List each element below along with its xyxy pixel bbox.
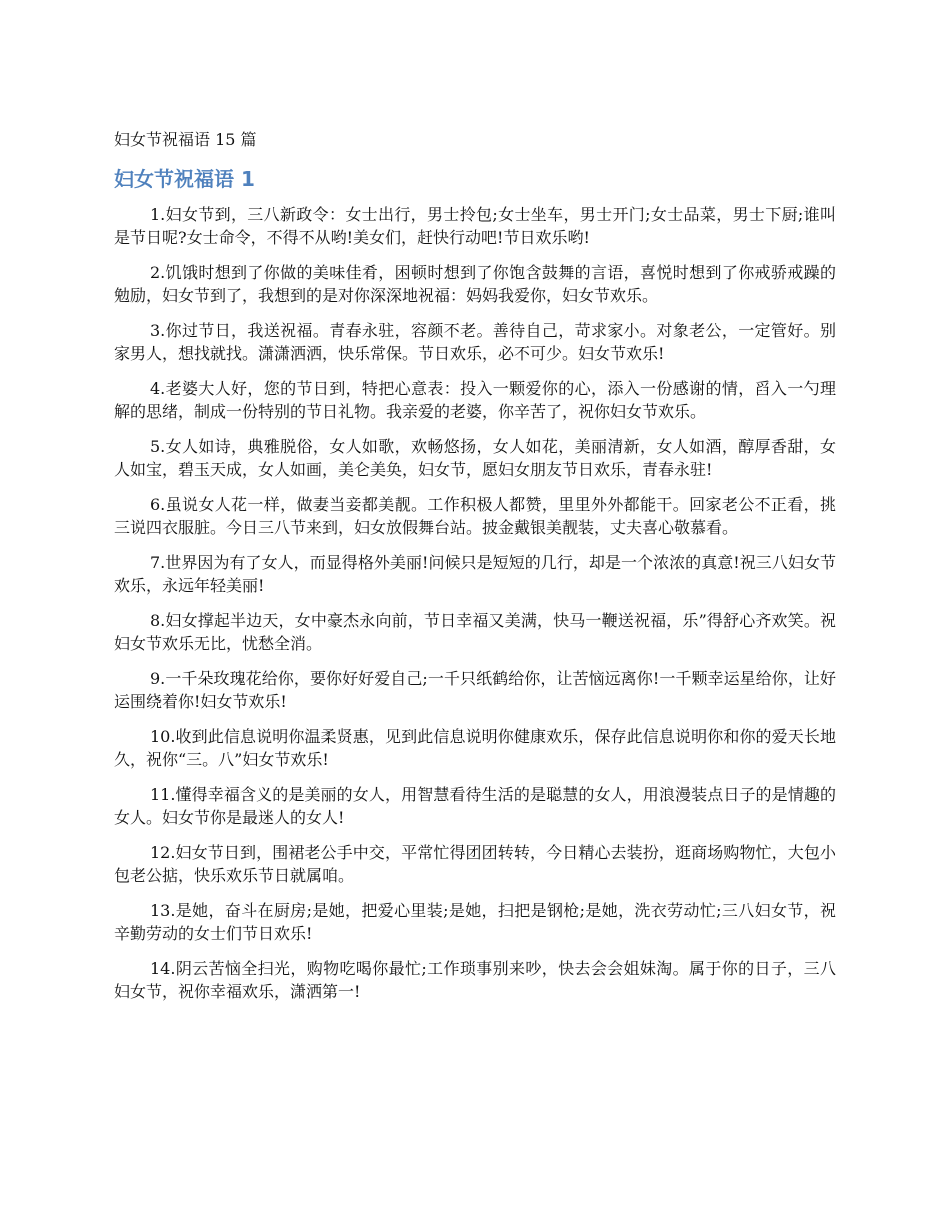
paragraph: 6.虽说女人花一样，做妻当妾都美靓。工作积极人都赞，里里外外都能干。回家老公不正看，挑三说四衣服脏。今日三八节来到，妇女放假舞台站。披金戴银美靓装，丈夫喜心敬慕看。 — [114, 495, 836, 537]
paragraph: 1.妇女节到，三八新政令：女士出行，男士拎包;女士坐车，男士开门;女士品菜，男士下厨;谁叫是节日呢?女士命令，不得不从哟!美女们，赶快行动吧!节日欢乐哟! — [114, 205, 836, 247]
paragraph: 13.是她，奋斗在厨房;是她，把爱心里装;是她，扫把是钢枪;是她，洗衣劳动忙;三八妇女节，祝辛勤劳动的女士们节日欢乐! — [114, 901, 836, 943]
section-heading: 妇女节祝福语 1 — [114, 167, 255, 191]
paragraph: 12.妇女节日到，围裙老公手中交，平常忙得团团转转，今日精心去装扮，逛商场购物忙，大包小包老公掂，快乐欢乐节日就属咱。 — [114, 843, 836, 885]
paragraph: 8.妇女撑起半边天，女中豪杰永向前，节日幸福又美满，快马一鞭送祝福，乐”得舒心齐欢笑。祝妇女节欢乐无比，忧愁全消。 — [114, 611, 836, 653]
document-body — [114, 203, 836, 1015]
paragraph: 4.老婆大人好，您的节日到，特把心意表：投入一颗爱你的心，添入一份感谢的情，舀入一勺理解的思绪，制成一份特别的节日礼物。我亲爱的老婆，你辛苦了，祝你妇女节欢乐。 — [114, 379, 836, 421]
paragraph: 3.你过节日，我送祝福。青春永驻，容颜不老。善待自己，苛求家小。对象老公，一定管好。别家男人，想找就找。潇潇洒洒，快乐常保。节日欢乐，必不可少。妇女节欢乐! — [114, 321, 836, 363]
document-title: 妇女节祝福语 15 篇 — [114, 130, 257, 149]
paragraph: 7.世界因为有了女人，而显得格外美丽!问候只是短短的几行，却是一个浓浓的真意!祝三八妇女节欢乐，永远年轻美丽! — [114, 553, 836, 595]
paragraph: 9.一千朵玫瑰花给你，要你好好爱自己;一千只纸鹤给你，让苦恼远离你!一千颗幸运星给你，让好运围绕着你!妇女节欢乐! — [114, 669, 836, 711]
paragraph: 2.饥饿时想到了你做的美味佳肴，困顿时想到了你饱含鼓舞的言语，喜悦时想到了你戒骄戒躁的勉励，妇女节到了，我想到的是对你深深地祝福：妈妈我爱你，妇女节欢乐。 — [114, 263, 836, 305]
paragraph: 10.收到此信息说明你温柔贤惠，见到此信息说明你健康欢乐，保存此信息说明你和你的爱天长地久，祝你“三。八”妇女节欢乐! — [114, 727, 836, 769]
paragraph: 5.女人如诗，典雅脱俗，女人如歌，欢畅悠扬，女人如花，美丽清新，女人如酒，醇厚香甜，女人如宝，碧玉天成，女人如画，美仑美奂，妇女节，愿妇女朋友节日欢乐，青春永驻! — [114, 437, 836, 479]
paragraph: 11.懂得幸福含义的是美丽的女人，用智慧看待生活的是聪慧的女人，用浪漫装点日子的是情趣的女人。妇女节你是最迷人的女人! — [114, 785, 836, 827]
paragraph: 14.阴云苦恼全扫光，购物吃喝你最忙;工作琐事别来吵，快去会会姐妹淘。属于你的日子，三八妇女节，祝你幸福欢乐，潇洒第一! — [114, 959, 836, 1001]
